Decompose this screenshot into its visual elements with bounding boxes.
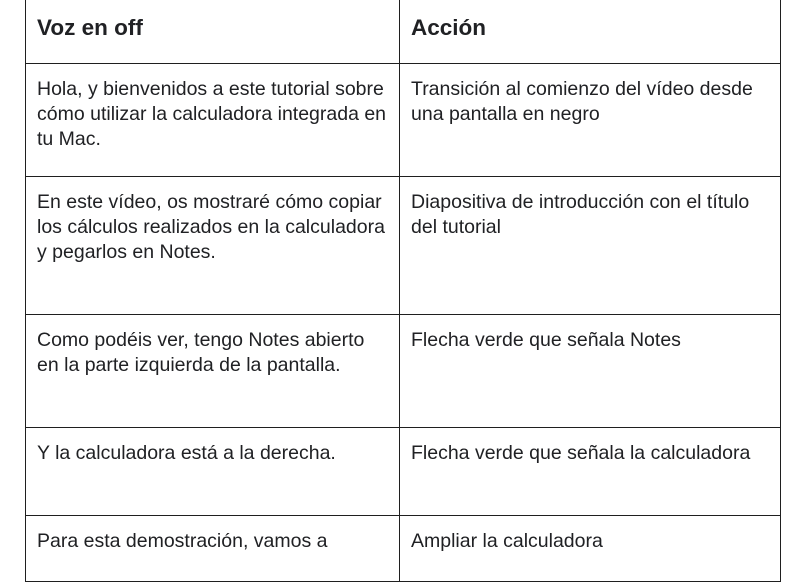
header-voiceover: Voz en off — [26, 0, 400, 64]
action-cell: Ampliar la calculadora — [400, 516, 781, 582]
voiceover-cell: Hola, y bienvenidos a este tutorial sobre cómo utilizar la calculadora integrada en tu Mac. — [26, 64, 400, 177]
script-table-container — [25, 0, 780, 582]
voiceover-cell: Y la calculadora está a la derecha. — [26, 428, 400, 516]
table-row — [26, 428, 781, 516]
table-row — [26, 516, 781, 582]
voiceover-cell: Como podéis ver, tengo Notes abierto en la parte izquierda de la pantalla. — [26, 315, 400, 428]
table-row — [26, 177, 781, 315]
action-cell: Flecha verde que señala la calculadora — [400, 428, 781, 516]
table-row — [26, 64, 781, 177]
table-row — [26, 315, 781, 428]
voiceover-cell: En este vídeo, os mostraré cómo copiar los cálculos realizados en la calculadora y pegarlos en Notes. — [26, 177, 400, 315]
action-cell: Diapositiva de introducción con el título del tutorial — [400, 177, 781, 315]
action-cell: Flecha verde que señala Notes — [400, 315, 781, 428]
script-table — [25, 0, 781, 582]
action-cell: Transición al comienzo del vídeo desde una pantalla en negro — [400, 64, 781, 177]
voiceover-cell: Para esta demostración, vamos a — [26, 516, 400, 582]
table-header-row — [26, 0, 781, 64]
header-action: Acción — [400, 0, 781, 64]
